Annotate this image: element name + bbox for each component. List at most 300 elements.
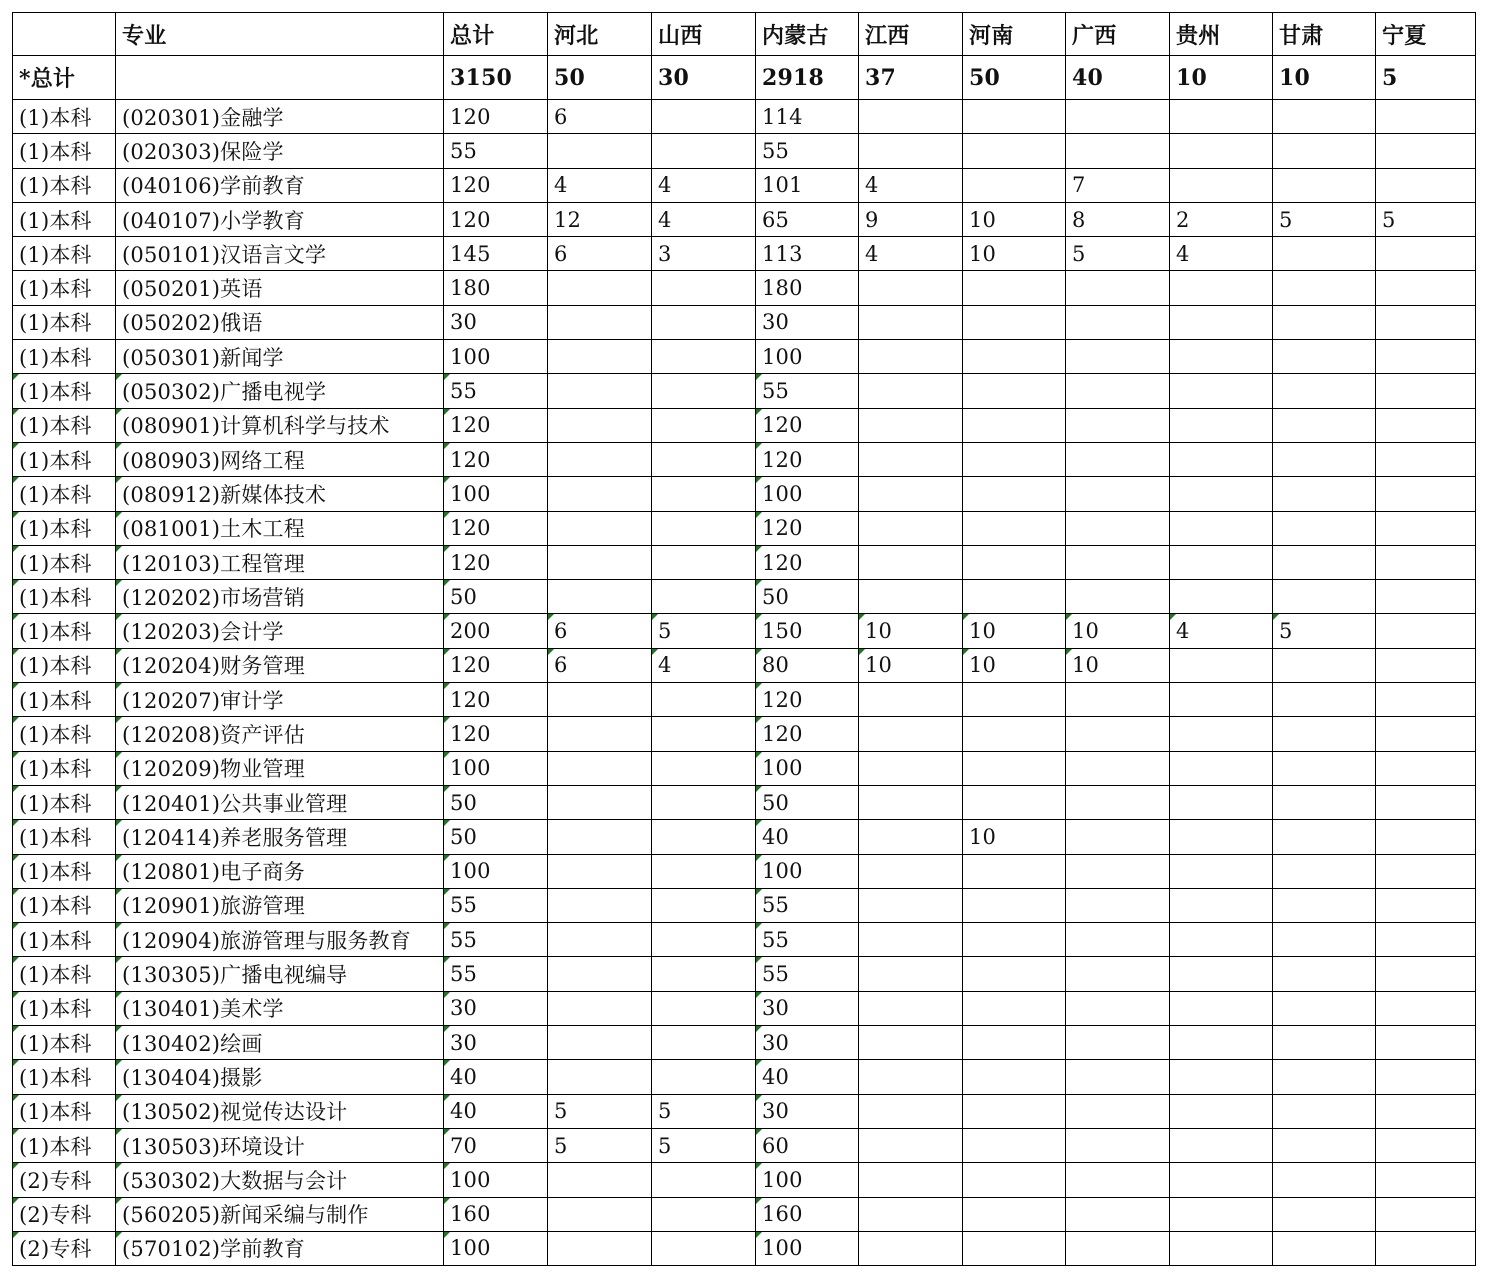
value-cell[interactable] <box>963 717 1066 751</box>
value-cell[interactable]: 100 <box>444 751 548 785</box>
value-cell[interactable]: 10 <box>963 820 1066 854</box>
value-cell[interactable] <box>548 751 652 785</box>
value-cell[interactable] <box>1066 511 1170 545</box>
value-cell[interactable] <box>1066 134 1170 168</box>
value-cell[interactable] <box>652 751 756 785</box>
value-cell[interactable] <box>859 717 963 751</box>
value-cell[interactable] <box>859 580 963 614</box>
value-cell[interactable] <box>548 1163 652 1197</box>
value-cell[interactable] <box>652 511 756 545</box>
value-cell[interactable]: 100 <box>444 1163 548 1197</box>
totals-value-cell[interactable]: 5 <box>1376 56 1476 100</box>
major-cell[interactable]: (050101)汉语言文学 <box>116 237 444 271</box>
value-cell[interactable]: 50 <box>444 580 548 614</box>
value-cell[interactable]: 6 <box>548 614 652 648</box>
value-cell[interactable] <box>963 442 1066 476</box>
value-cell[interactable] <box>652 442 756 476</box>
value-cell[interactable]: 120 <box>444 683 548 717</box>
value-cell[interactable]: 100 <box>444 340 548 374</box>
value-cell[interactable]: 55 <box>756 957 859 991</box>
value-cell[interactable] <box>1273 820 1376 854</box>
value-cell[interactable] <box>652 408 756 442</box>
level-cell[interactable]: (1)本科 <box>13 854 116 888</box>
value-cell[interactable] <box>963 785 1066 819</box>
value-cell[interactable] <box>652 1026 756 1060</box>
value-cell[interactable] <box>1170 888 1273 922</box>
value-cell[interactable] <box>548 957 652 991</box>
level-cell[interactable]: (1)本科 <box>13 888 116 922</box>
value-cell[interactable] <box>1376 1231 1476 1265</box>
major-cell[interactable]: (130402)绘画 <box>116 1026 444 1060</box>
value-cell[interactable] <box>1273 271 1376 305</box>
value-cell[interactable] <box>963 374 1066 408</box>
level-cell[interactable]: (1)本科 <box>13 991 116 1025</box>
value-cell[interactable]: 40 <box>444 1094 548 1128</box>
value-cell[interactable]: 6 <box>548 648 652 682</box>
value-cell[interactable] <box>548 374 652 408</box>
value-cell[interactable]: 4 <box>1170 614 1273 648</box>
value-cell[interactable] <box>963 100 1066 134</box>
value-cell[interactable] <box>1273 545 1376 579</box>
value-cell[interactable] <box>963 134 1066 168</box>
level-cell[interactable]: (1)本科 <box>13 1026 116 1060</box>
value-cell[interactable] <box>1170 134 1273 168</box>
header-cell-jiangxi[interactable]: 江西 <box>859 13 963 56</box>
value-cell[interactable] <box>1376 100 1476 134</box>
value-cell[interactable]: 5 <box>1066 237 1170 271</box>
major-cell[interactable]: (040107)小学教育 <box>116 202 444 236</box>
value-cell[interactable] <box>1376 134 1476 168</box>
level-cell[interactable]: (1)本科 <box>13 580 116 614</box>
value-cell[interactable] <box>963 683 1066 717</box>
value-cell[interactable] <box>1376 785 1476 819</box>
value-cell[interactable]: 30 <box>756 1094 859 1128</box>
value-cell[interactable] <box>963 271 1066 305</box>
value-cell[interactable] <box>1066 854 1170 888</box>
value-cell[interactable] <box>1273 580 1376 614</box>
value-cell[interactable]: 120 <box>756 683 859 717</box>
value-cell[interactable]: 100 <box>756 477 859 511</box>
value-cell[interactable] <box>963 888 1066 922</box>
value-cell[interactable] <box>652 1231 756 1265</box>
value-cell[interactable] <box>1273 785 1376 819</box>
level-cell[interactable]: (2)专科 <box>13 1231 116 1265</box>
value-cell[interactable] <box>859 683 963 717</box>
value-cell[interactable] <box>1273 751 1376 785</box>
value-cell[interactable] <box>652 305 756 339</box>
value-cell[interactable] <box>1273 168 1376 202</box>
value-cell[interactable] <box>1376 1060 1476 1094</box>
value-cell[interactable] <box>1376 1094 1476 1128</box>
value-cell[interactable] <box>1066 374 1170 408</box>
value-cell[interactable]: 114 <box>756 100 859 134</box>
value-cell[interactable]: 60 <box>756 1128 859 1162</box>
value-cell[interactable]: 30 <box>756 305 859 339</box>
value-cell[interactable] <box>1273 888 1376 922</box>
value-cell[interactable] <box>548 580 652 614</box>
value-cell[interactable] <box>963 580 1066 614</box>
value-cell[interactable] <box>1170 820 1273 854</box>
value-cell[interactable] <box>548 888 652 922</box>
value-cell[interactable] <box>963 1128 1066 1162</box>
value-cell[interactable]: 8 <box>1066 202 1170 236</box>
level-cell[interactable]: (1)本科 <box>13 134 116 168</box>
value-cell[interactable] <box>1376 1197 1476 1231</box>
value-cell[interactable] <box>859 923 963 957</box>
value-cell[interactable]: 6 <box>548 100 652 134</box>
value-cell[interactable] <box>652 854 756 888</box>
value-cell[interactable] <box>963 1197 1066 1231</box>
value-cell[interactable] <box>548 545 652 579</box>
value-cell[interactable] <box>1273 854 1376 888</box>
value-cell[interactable]: 9 <box>859 202 963 236</box>
value-cell[interactable]: 113 <box>756 237 859 271</box>
major-cell[interactable]: (120208)资产评估 <box>116 717 444 751</box>
totals-label-cell[interactable]: *总计 <box>13 56 116 100</box>
level-cell[interactable]: (1)本科 <box>13 100 116 134</box>
value-cell[interactable]: 40 <box>756 1060 859 1094</box>
value-cell[interactable] <box>548 991 652 1025</box>
value-cell[interactable] <box>1273 923 1376 957</box>
value-cell[interactable] <box>548 717 652 751</box>
value-cell[interactable] <box>548 1231 652 1265</box>
value-cell[interactable] <box>859 100 963 134</box>
value-cell[interactable]: 5 <box>652 1094 756 1128</box>
major-cell[interactable]: (080912)新媒体技术 <box>116 477 444 511</box>
level-cell[interactable]: (1)本科 <box>13 442 116 476</box>
value-cell[interactable]: 100 <box>444 477 548 511</box>
value-cell[interactable]: 180 <box>444 271 548 305</box>
value-cell[interactable]: 5 <box>1273 202 1376 236</box>
value-cell[interactable]: 120 <box>444 442 548 476</box>
value-cell[interactable] <box>1066 580 1170 614</box>
value-cell[interactable]: 120 <box>444 545 548 579</box>
level-cell[interactable]: (1)本科 <box>13 374 116 408</box>
major-cell[interactable]: (080903)网络工程 <box>116 442 444 476</box>
value-cell[interactable]: 4 <box>652 168 756 202</box>
value-cell[interactable]: 50 <box>756 580 859 614</box>
level-cell[interactable]: (1)本科 <box>13 237 116 271</box>
value-cell[interactable] <box>1376 580 1476 614</box>
value-cell[interactable] <box>1066 1163 1170 1197</box>
level-cell[interactable]: (1)本科 <box>13 202 116 236</box>
value-cell[interactable] <box>1376 614 1476 648</box>
level-cell[interactable]: (1)本科 <box>13 408 116 442</box>
level-cell[interactable]: (1)本科 <box>13 820 116 854</box>
value-cell[interactable]: 10 <box>859 648 963 682</box>
value-cell[interactable] <box>1376 1128 1476 1162</box>
value-cell[interactable] <box>859 477 963 511</box>
major-cell[interactable]: (130401)美术学 <box>116 991 444 1025</box>
major-cell[interactable]: (560205)新闻采编与制作 <box>116 1197 444 1231</box>
value-cell[interactable] <box>1170 1026 1273 1060</box>
level-cell[interactable]: (1)本科 <box>13 271 116 305</box>
value-cell[interactable] <box>1170 442 1273 476</box>
value-cell[interactable] <box>1066 305 1170 339</box>
header-cell-guangxi[interactable]: 广西 <box>1066 13 1170 56</box>
major-cell[interactable]: (120401)公共事业管理 <box>116 785 444 819</box>
value-cell[interactable] <box>1273 957 1376 991</box>
level-cell[interactable]: (1)本科 <box>13 614 116 648</box>
value-cell[interactable] <box>1170 991 1273 1025</box>
value-cell[interactable]: 55 <box>444 374 548 408</box>
value-cell[interactable] <box>652 100 756 134</box>
major-cell[interactable]: (120207)审计学 <box>116 683 444 717</box>
value-cell[interactable] <box>548 683 652 717</box>
value-cell[interactable] <box>652 580 756 614</box>
value-cell[interactable]: 5 <box>652 614 756 648</box>
value-cell[interactable] <box>859 820 963 854</box>
value-cell[interactable]: 4 <box>652 202 756 236</box>
value-cell[interactable]: 150 <box>756 614 859 648</box>
value-cell[interactable] <box>1066 820 1170 854</box>
value-cell[interactable] <box>1273 511 1376 545</box>
value-cell[interactable]: 40 <box>756 820 859 854</box>
value-cell[interactable]: 30 <box>444 305 548 339</box>
value-cell[interactable] <box>548 442 652 476</box>
value-cell[interactable]: 10 <box>963 614 1066 648</box>
value-cell[interactable]: 120 <box>444 717 548 751</box>
value-cell[interactable]: 10 <box>1066 648 1170 682</box>
value-cell[interactable] <box>963 991 1066 1025</box>
value-cell[interactable] <box>652 271 756 305</box>
value-cell[interactable]: 65 <box>756 202 859 236</box>
value-cell[interactable] <box>1066 751 1170 785</box>
value-cell[interactable]: 55 <box>444 134 548 168</box>
value-cell[interactable]: 30 <box>756 1026 859 1060</box>
level-cell[interactable]: (1)本科 <box>13 683 116 717</box>
value-cell[interactable]: 4 <box>548 168 652 202</box>
major-cell[interactable]: (130404)摄影 <box>116 1060 444 1094</box>
value-cell[interactable] <box>652 820 756 854</box>
value-cell[interactable] <box>1170 305 1273 339</box>
value-cell[interactable]: 100 <box>756 854 859 888</box>
value-cell[interactable] <box>548 820 652 854</box>
value-cell[interactable]: 50 <box>756 785 859 819</box>
value-cell[interactable] <box>1376 751 1476 785</box>
value-cell[interactable]: 50 <box>444 820 548 854</box>
value-cell[interactable] <box>548 1060 652 1094</box>
major-cell[interactable]: (080901)计算机科学与技术 <box>116 408 444 442</box>
value-cell[interactable] <box>1376 888 1476 922</box>
value-cell[interactable] <box>1066 957 1170 991</box>
value-cell[interactable] <box>652 717 756 751</box>
level-cell[interactable]: (1)本科 <box>13 957 116 991</box>
value-cell[interactable]: 5 <box>652 1128 756 1162</box>
value-cell[interactable] <box>1273 1060 1376 1094</box>
value-cell[interactable]: 100 <box>444 1231 548 1265</box>
totals-value-cell[interactable]: 3150 <box>444 56 548 100</box>
value-cell[interactable]: 55 <box>756 923 859 957</box>
header-cell-total[interactable]: 总计 <box>444 13 548 56</box>
level-cell[interactable]: (1)本科 <box>13 648 116 682</box>
major-cell[interactable]: (130305)广播电视编导 <box>116 957 444 991</box>
value-cell[interactable] <box>1170 751 1273 785</box>
value-cell[interactable] <box>859 1231 963 1265</box>
major-cell[interactable]: (120904)旅游管理与服务教育 <box>116 923 444 957</box>
level-cell[interactable]: (1)本科 <box>13 1060 116 1094</box>
value-cell[interactable]: 120 <box>444 511 548 545</box>
value-cell[interactable] <box>1376 511 1476 545</box>
totals-empty-cell[interactable] <box>116 56 444 100</box>
totals-value-cell[interactable]: 37 <box>859 56 963 100</box>
level-cell[interactable]: (1)本科 <box>13 717 116 751</box>
value-cell[interactable] <box>1376 168 1476 202</box>
value-cell[interactable] <box>859 888 963 922</box>
value-cell[interactable] <box>1066 888 1170 922</box>
value-cell[interactable] <box>859 1128 963 1162</box>
value-cell[interactable]: 4 <box>859 237 963 271</box>
major-cell[interactable]: (020301)金融学 <box>116 100 444 134</box>
value-cell[interactable] <box>963 854 1066 888</box>
value-cell[interactable] <box>1170 580 1273 614</box>
value-cell[interactable] <box>859 1163 963 1197</box>
value-cell[interactable]: 160 <box>756 1197 859 1231</box>
major-cell[interactable]: (120801)电子商务 <box>116 854 444 888</box>
value-cell[interactable]: 145 <box>444 237 548 271</box>
value-cell[interactable] <box>1376 374 1476 408</box>
value-cell[interactable] <box>963 305 1066 339</box>
major-cell[interactable]: (050201)英语 <box>116 271 444 305</box>
value-cell[interactable] <box>652 545 756 579</box>
major-cell[interactable]: (570102)学前教育 <box>116 1231 444 1265</box>
value-cell[interactable]: 180 <box>756 271 859 305</box>
value-cell[interactable] <box>652 134 756 168</box>
major-cell[interactable]: (120209)物业管理 <box>116 751 444 785</box>
major-cell[interactable]: (050302)广播电视学 <box>116 374 444 408</box>
value-cell[interactable] <box>859 511 963 545</box>
value-cell[interactable] <box>1273 1163 1376 1197</box>
value-cell[interactable] <box>1273 1197 1376 1231</box>
value-cell[interactable] <box>1170 1197 1273 1231</box>
value-cell[interactable] <box>1170 1128 1273 1162</box>
value-cell[interactable] <box>548 854 652 888</box>
value-cell[interactable] <box>859 1026 963 1060</box>
header-cell-gansu[interactable]: 甘肃 <box>1273 13 1376 56</box>
value-cell[interactable] <box>1066 683 1170 717</box>
value-cell[interactable] <box>1376 545 1476 579</box>
value-cell[interactable] <box>963 1026 1066 1060</box>
value-cell[interactable] <box>1066 923 1170 957</box>
value-cell[interactable] <box>548 923 652 957</box>
value-cell[interactable] <box>859 1060 963 1094</box>
value-cell[interactable] <box>1170 340 1273 374</box>
value-cell[interactable]: 160 <box>444 1197 548 1231</box>
value-cell[interactable] <box>1170 100 1273 134</box>
major-cell[interactable]: (120204)财务管理 <box>116 648 444 682</box>
value-cell[interactable]: 80 <box>756 648 859 682</box>
value-cell[interactable]: 10 <box>1066 614 1170 648</box>
value-cell[interactable] <box>652 1197 756 1231</box>
value-cell[interactable] <box>1170 511 1273 545</box>
value-cell[interactable]: 120 <box>756 545 859 579</box>
totals-value-cell[interactable]: 40 <box>1066 56 1170 100</box>
value-cell[interactable] <box>1376 1163 1476 1197</box>
header-cell-hebei[interactable]: 河北 <box>548 13 652 56</box>
value-cell[interactable] <box>1066 545 1170 579</box>
level-cell[interactable]: (1)本科 <box>13 923 116 957</box>
value-cell[interactable]: 101 <box>756 168 859 202</box>
value-cell[interactable]: 55 <box>756 888 859 922</box>
value-cell[interactable] <box>1170 785 1273 819</box>
value-cell[interactable]: 5 <box>1273 614 1376 648</box>
value-cell[interactable] <box>1273 717 1376 751</box>
value-cell[interactable] <box>963 545 1066 579</box>
value-cell[interactable]: 120 <box>756 511 859 545</box>
value-cell[interactable] <box>652 957 756 991</box>
totals-value-cell[interactable]: 30 <box>652 56 756 100</box>
header-cell-neimenggu[interactable]: 内蒙古 <box>756 13 859 56</box>
value-cell[interactable] <box>1170 717 1273 751</box>
level-cell[interactable]: (2)专科 <box>13 1197 116 1231</box>
value-cell[interactable] <box>652 1163 756 1197</box>
value-cell[interactable] <box>1066 1094 1170 1128</box>
level-cell[interactable]: (1)本科 <box>13 751 116 785</box>
value-cell[interactable] <box>1170 923 1273 957</box>
major-cell[interactable]: (020303)保险学 <box>116 134 444 168</box>
value-cell[interactable] <box>859 305 963 339</box>
value-cell[interactable] <box>652 888 756 922</box>
value-cell[interactable] <box>1376 923 1476 957</box>
value-cell[interactable]: 4 <box>652 648 756 682</box>
value-cell[interactable] <box>652 785 756 819</box>
value-cell[interactable] <box>1273 1231 1376 1265</box>
value-cell[interactable]: 100 <box>756 1231 859 1265</box>
value-cell[interactable] <box>1376 305 1476 339</box>
value-cell[interactable] <box>1066 1231 1170 1265</box>
value-cell[interactable] <box>1170 1060 1273 1094</box>
value-cell[interactable]: 2 <box>1170 202 1273 236</box>
major-cell[interactable]: (120203)会计学 <box>116 614 444 648</box>
value-cell[interactable] <box>1376 237 1476 271</box>
value-cell[interactable] <box>1170 477 1273 511</box>
value-cell[interactable] <box>1376 408 1476 442</box>
value-cell[interactable] <box>859 751 963 785</box>
level-cell[interactable]: (1)本科 <box>13 1128 116 1162</box>
value-cell[interactable]: 30 <box>444 991 548 1025</box>
value-cell[interactable] <box>1376 648 1476 682</box>
value-cell[interactable] <box>1066 785 1170 819</box>
value-cell[interactable] <box>1273 991 1376 1025</box>
value-cell[interactable] <box>1170 271 1273 305</box>
value-cell[interactable] <box>963 340 1066 374</box>
value-cell[interactable]: 4 <box>859 168 963 202</box>
value-cell[interactable] <box>1066 340 1170 374</box>
value-cell[interactable] <box>1273 1026 1376 1060</box>
value-cell[interactable]: 55 <box>444 957 548 991</box>
major-cell[interactable]: (130502)视觉传达设计 <box>116 1094 444 1128</box>
value-cell[interactable]: 6 <box>548 237 652 271</box>
value-cell[interactable]: 70 <box>444 1128 548 1162</box>
value-cell[interactable]: 10 <box>963 202 1066 236</box>
value-cell[interactable] <box>963 1231 1066 1265</box>
value-cell[interactable] <box>1170 408 1273 442</box>
value-cell[interactable]: 120 <box>444 202 548 236</box>
value-cell[interactable]: 120 <box>444 408 548 442</box>
value-cell[interactable]: 3 <box>652 237 756 271</box>
value-cell[interactable] <box>1066 408 1170 442</box>
value-cell[interactable] <box>1273 340 1376 374</box>
value-cell[interactable] <box>652 477 756 511</box>
value-cell[interactable] <box>548 340 652 374</box>
value-cell[interactable]: 120 <box>756 717 859 751</box>
value-cell[interactable] <box>1066 1026 1170 1060</box>
value-cell[interactable] <box>1376 442 1476 476</box>
value-cell[interactable] <box>652 991 756 1025</box>
header-cell-major[interactable]: 专业 <box>116 13 444 56</box>
value-cell[interactable] <box>1273 305 1376 339</box>
value-cell[interactable] <box>652 683 756 717</box>
